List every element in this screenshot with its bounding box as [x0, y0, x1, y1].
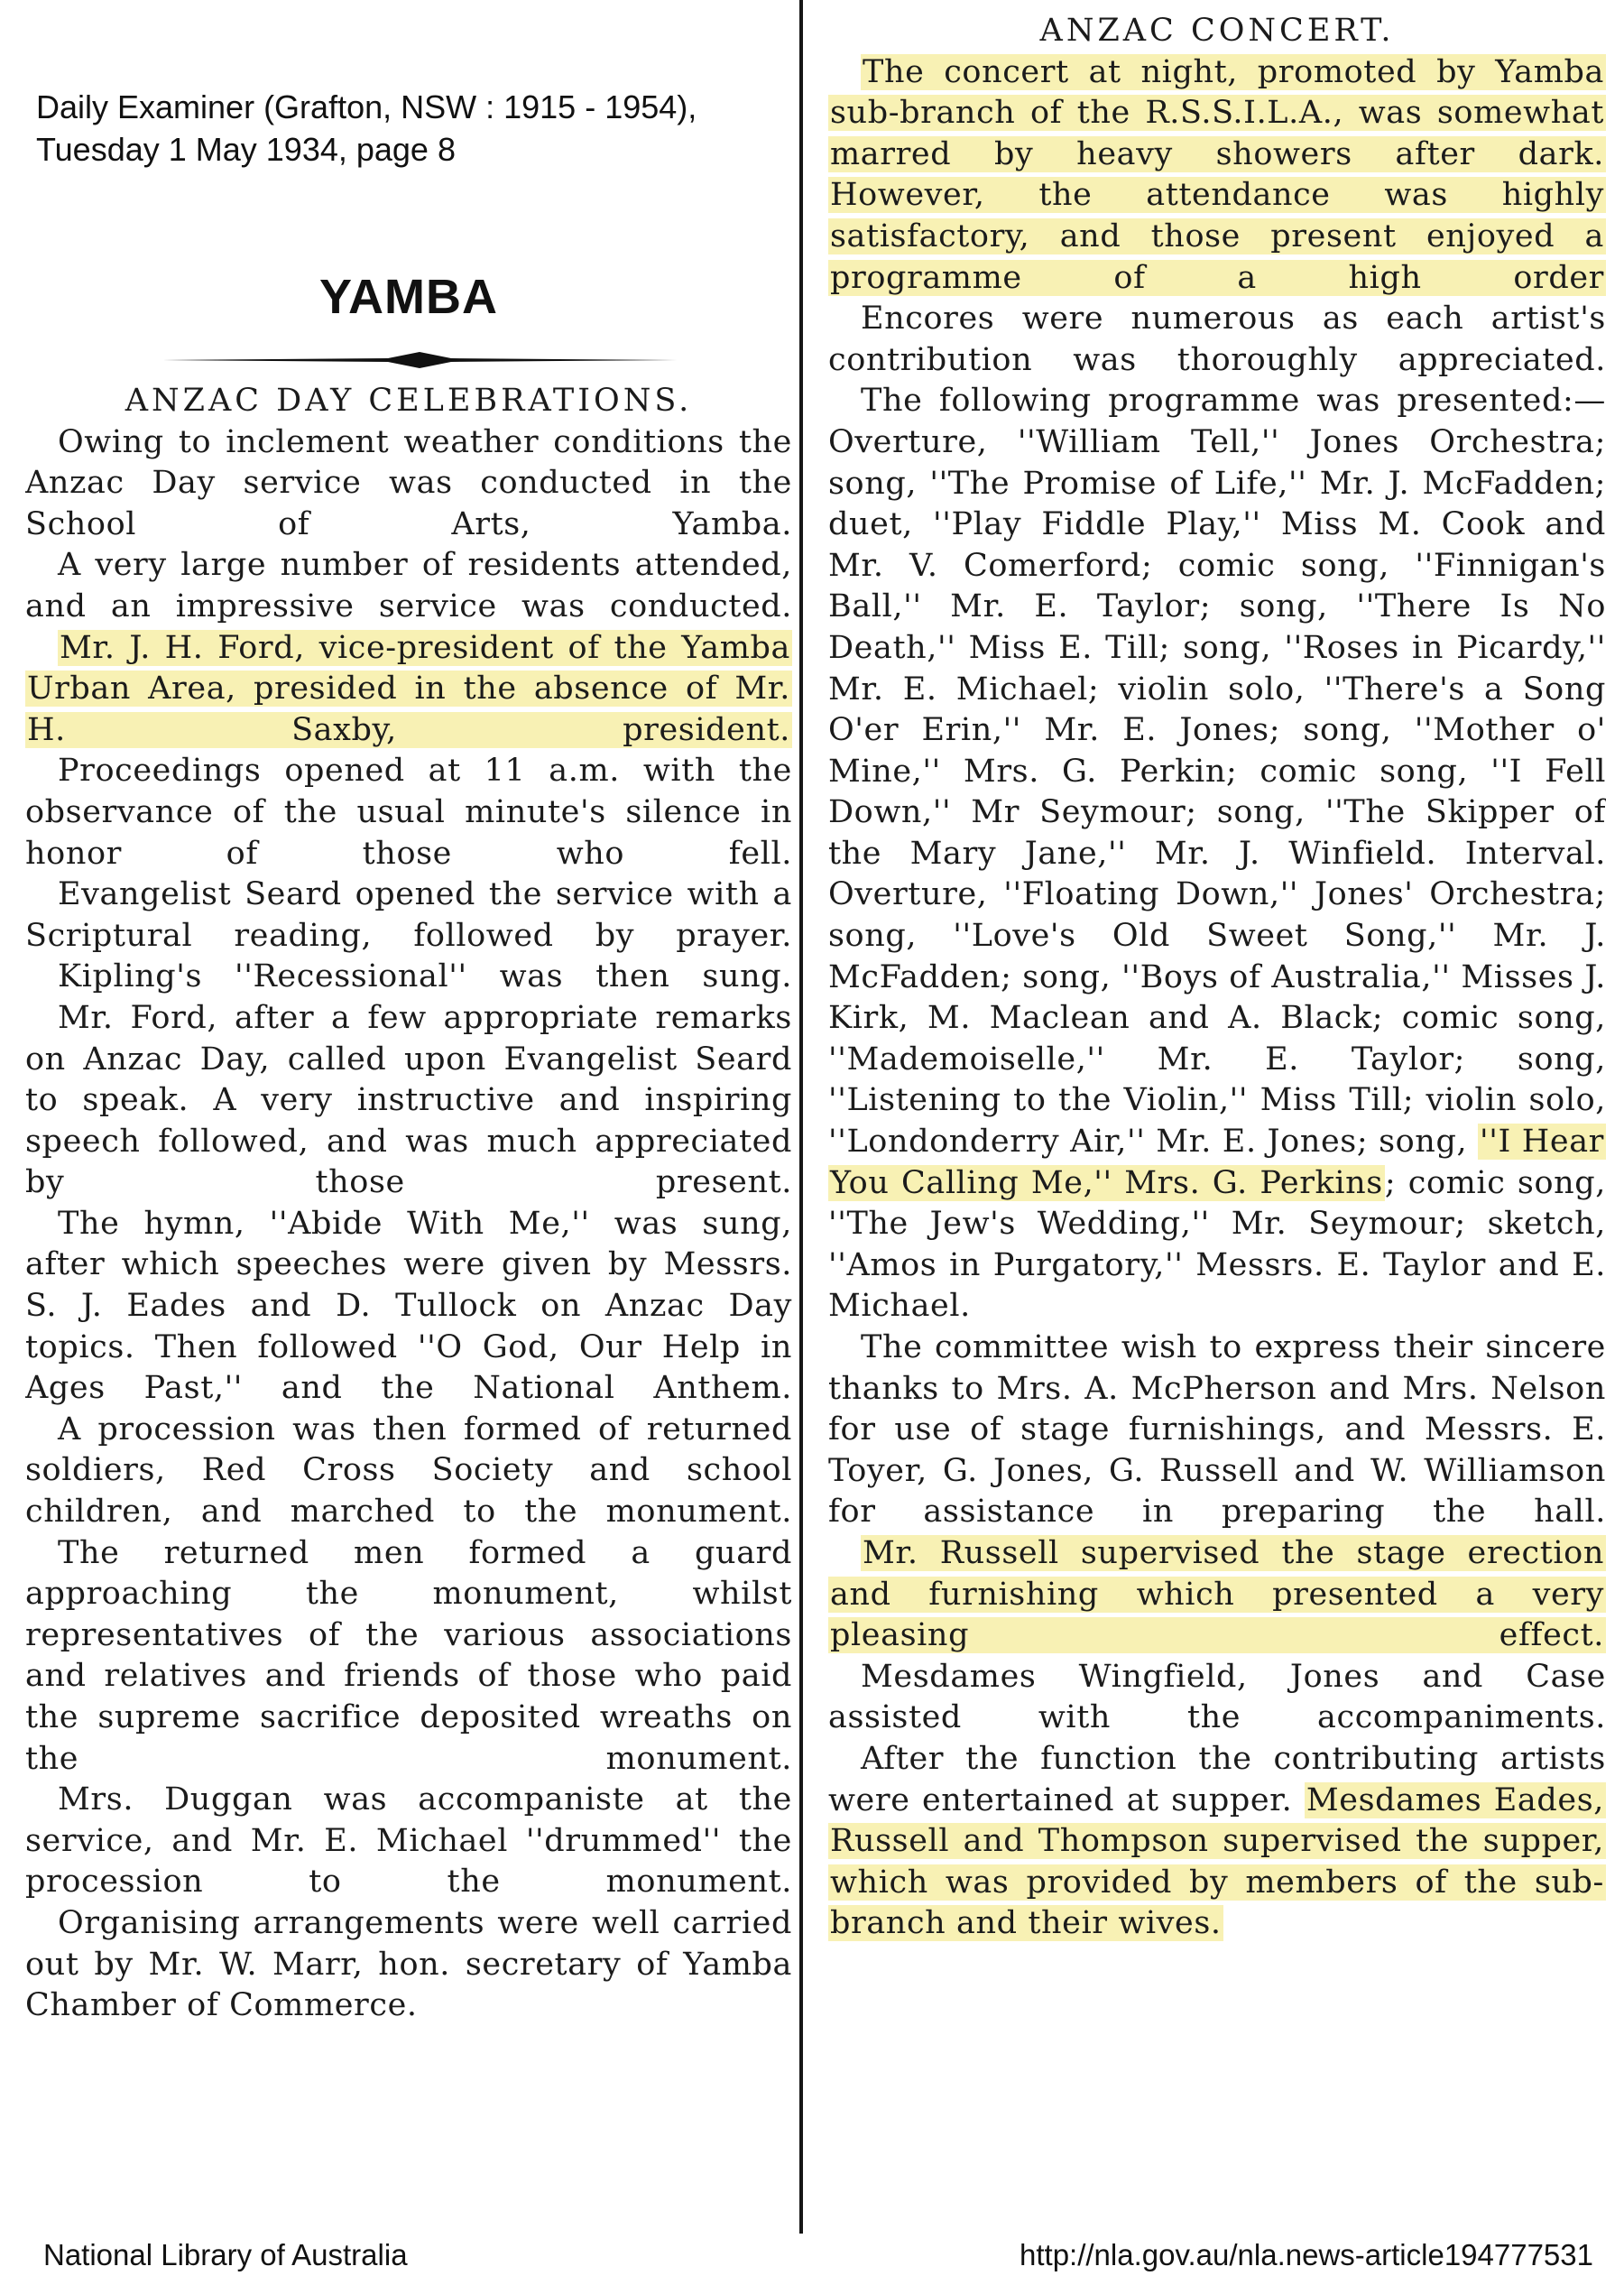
right-paragraph-1: [828, 52, 1606, 300]
highlight-concert-intro: The concert at night, promoted by Yamba sub-branch of the R.S.S.I.L.A., was somewhat marred by heavy showers after dark. However, the attendance was highly satisfactory, and those present enjoyed a programme of a high order: [830, 53, 1604, 296]
left-paragraph-2: A very large number of residents attended, and an impressive service was conducted.: [25, 547, 792, 624]
left-paragraph-8: The hymn, ''Abide With Me,'' was sung, after which speeches were given by Messrs. S. J. Eades and D. Tullock on Anzac Day topics. Then followed ''O God, Our Help in Ages Past,'' and the National Anthem.: [25, 1205, 792, 1407]
right-paragraph-programme: [828, 381, 1606, 1328]
right-paragraph-2: Encores were numerous as each artist's contribution was thoroughly appreciated.: [828, 301, 1606, 378]
left-paragraph-3: [25, 628, 792, 752]
programme-text-a: The following programme was presented:—Overture, ''William Tell,'' Jones Orchestra; song, ''The Promise of Life,'' Mr. J. McFadden; duet, ''Play Fiddle Play,'' Miss M. Cook and Mr. V. Comerford; comic song, ''Finnigan's Ball,'' Mr. E. Taylor; song, ''There Is No Death,'' Miss E. Till; song, ''Roses in Picardy,'' Mr. E. Michael; violin solo, ''There's a Song O'er Erin,'' Mr. E. Jones; song, ''Mother o' Mine,'' Mrs. G. Perkin; comic song, ''I Fell Down,'' Mr Seymour; song, ''The Skipper of the Mary Jane,'' Mr. J. Winfield. Interval. Overture, ''Floating Down,'' Jones' Orchestra; song, ''Love's Old Sweet Song,'' Mr. J. McFadden; song, ''Boys of Australia,'' Misses J. Kirk, M. Maclean and A. Black; comic song, ''Mademoiselle,'' Mr. E. Taylor; song, ''Listening to the Violin,'' Miss Till; violin solo, ''Londonderry Air,'' Mr. E. Jones; song,: [828, 383, 1606, 1161]
left-paragraph-4: Proceedings opened at 11 a.m. with the observance of the usual minute's silence in honor of those who fell.: [25, 753, 792, 872]
left-paragraph-10: The returned men formed a guard approaching the monument, whilst representatives of the various associations and relatives and friends of those who paid the supreme sacrifice deposited wreaths on the monument.: [25, 1534, 792, 1777]
highlight-ford: Mr. J. H. Ford, vice-president of the Yamba Urban Area, presided in the absence of Mr. H. Saxby, president.: [27, 629, 790, 748]
supper-text-a: After the function the contributing artists were entertained at supper.: [828, 1740, 1606, 1818]
left-paragraph-6: Kipling's ''Recessional'' was then sung.: [58, 958, 792, 995]
left-paragraph-11: Mrs. Duggan was accompaniste at the service, and Mr. E. Michael ''drummed'' the procession to the monument.: [25, 1781, 792, 1901]
column-divider: [799, 0, 803, 2234]
right-paragraph-russell: [828, 1533, 1606, 1657]
right-column: [828, 0, 1606, 1945]
anzac-concert-heading: ANZAC CONCERT.: [1039, 13, 1395, 49]
programme-text-c: ; comic song, ''The Jew's Wedding,'' Mr. Seymour; sketch, ''Amos in Purgatory,'' Messrs. E. Taylor and E. Michael.: [828, 1164, 1606, 1325]
anzac-day-heading: ANZAC DAY CELEBRATIONS.: [125, 383, 693, 419]
right-paragraph-supper: [828, 1739, 1606, 1945]
source-line-publication: Daily Examiner (Grafton, NSW : 1915 - 1954),: [36, 88, 697, 125]
highlight-supper: Mesdames Eades, Russell and Thompson supervised the supper, which was provided by members of the sub-branch and their wives.: [830, 1781, 1604, 1942]
left-paragraph-12: Organising arrangements were well carried out by Mr. W. Marr, hon. secretary of Yamba Chamber of Commerce.: [25, 1904, 792, 2024]
masthead-yamba: YAMBA: [318, 270, 499, 324]
highlight-russell: Mr. Russell supervised the stage erection and furnishing which presented a very pleasing effect.: [830, 1534, 1604, 1654]
highlight-perkins: ''I Hear You Calling Me,'' Mrs. G. Perkins: [830, 1124, 1604, 1201]
footer-library: National Library of Australia: [43, 2238, 408, 2271]
source-line-date: Tuesday 1 May 1934, page 8: [36, 131, 456, 168]
left-paragraph-7: Mr. Ford, after a few appropriate remarks on Anzac Day, called upon Evangelist Seard to speak. A very instructive and inspiring speech followed, and was much appreciated by those present.: [25, 999, 792, 1201]
left-paragraph-9: A procession was then formed of returned soldiers, Red Cross Society and school children, and marched to the monument.: [25, 1411, 792, 1531]
right-paragraph-accompaniments: Mesdames Wingfield, Jones and Case assisted with the accompaniments.: [828, 1658, 1606, 1736]
footer-article-url: http://nla.gov.au/nla.news-article194777531: [1020, 2238, 1593, 2271]
left-paragraph-1: Owing to inclement weather conditions the Anzac Day service was conducted in the School of Arts, Yamba.: [25, 423, 792, 542]
right-paragraph-thanks: The committee wish to express their sincere thanks to Mrs. A. McPherson and Mrs. Nelson for use of stage furnishings, and Messrs. E. Toyer, G. Jones, G. Russell and W. Williamson for assistance in preparing the hall.: [828, 1329, 1606, 1531]
left-paragraph-5: Evangelist Seard opened the service with a Scriptural reading, followed by prayer.: [25, 876, 792, 954]
left-column: [25, 0, 792, 2027]
